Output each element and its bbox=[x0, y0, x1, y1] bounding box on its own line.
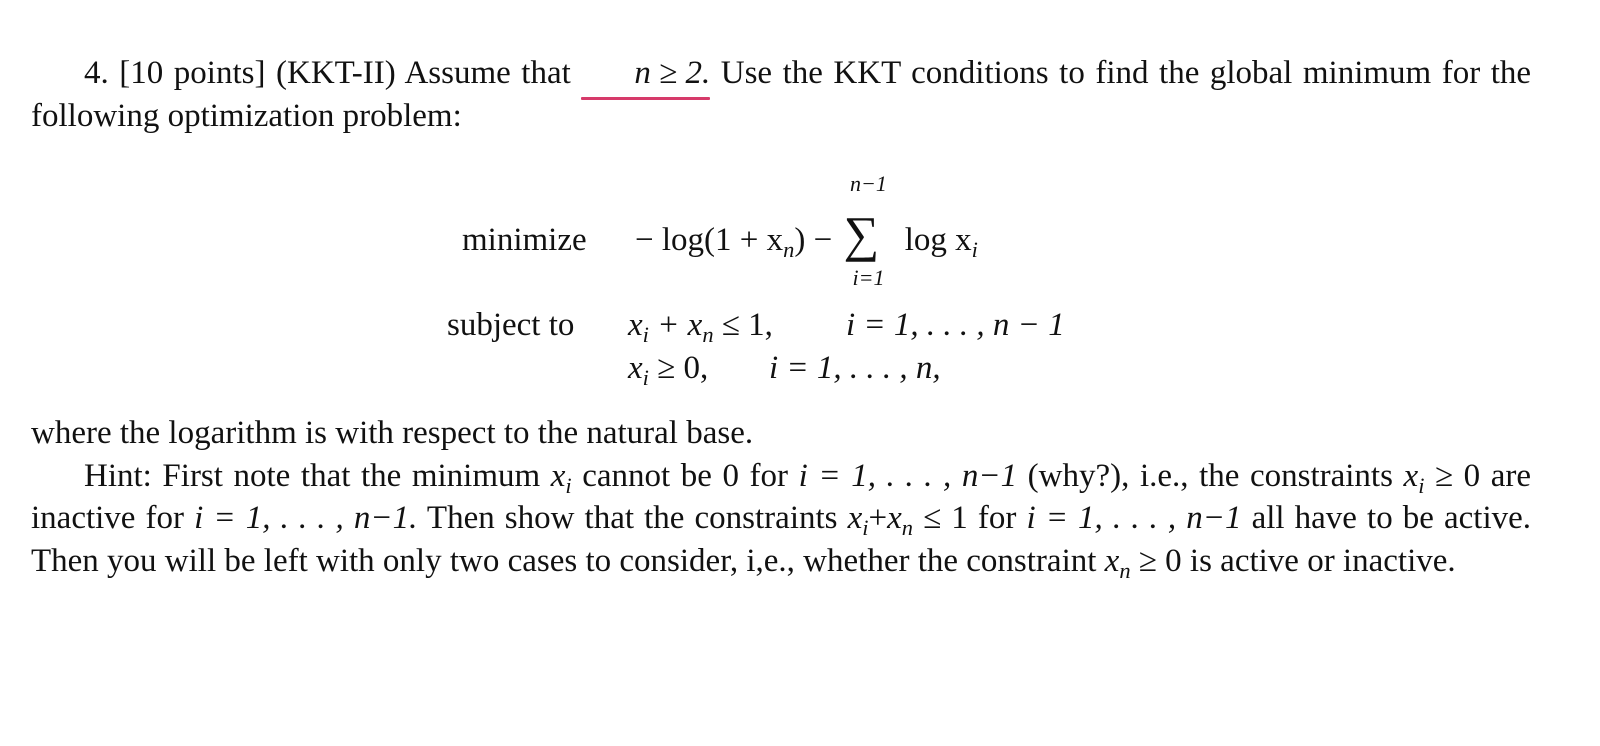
summation bbox=[840, 171, 896, 290]
hint-label: Hint: bbox=[84, 457, 152, 494]
assumption-underlined: n ≥ 2. bbox=[581, 52, 710, 95]
problem-document bbox=[31, 52, 1532, 583]
constraint-upper: $x_i + x_n \le 1$, bbox=[628, 307, 773, 348]
constraint-nonneg: $x_i \ge 0$, bbox=[628, 350, 709, 391]
problem-number: 4. bbox=[84, 55, 109, 91]
intro-after: Use the KKT conditions to find the global minimum for the following optimization problem: bbox=[31, 55, 1532, 134]
logarithm-note: where the logarithm is with respect to the natural base. bbox=[31, 415, 754, 451]
intro-before: Assume that bbox=[404, 55, 571, 91]
optimization-problem bbox=[31, 170, 1531, 420]
problem-points: [10 points] bbox=[119, 55, 266, 91]
subject-to-label: subject to bbox=[447, 307, 575, 343]
problem-tag: (KKT-II) bbox=[276, 55, 396, 91]
hint-paragraph: Hint: First note that the minimum $x_i$ cannot be 0 for i = 1, . . . , n−1 (why?), i.e., the constraints $x_i \ge 0$ are inactive for i = 1, . . . , n−1. Then show that the constraints $x_i+x_n \le 1$ for i = 1, . . . , n−1 all have to be active. Then you will be left with only two cases to consider, i,e., whether the constraint $x_n \ge 0$ is active or inactive. bbox=[31, 457, 1532, 583]
sigma-symbol: ∑ bbox=[843, 206, 880, 262]
constraint-nonneg-range: i = 1, . . . , n, bbox=[769, 350, 941, 386]
objective-function: − $\log(1 + x_n)$ − n−1 ∑ i=1 $\log x_i$ bbox=[635, 171, 978, 290]
problem-statement bbox=[31, 52, 1531, 137]
minimize-label: minimize bbox=[462, 222, 587, 258]
constraint-upper-range: i = 1, . . . , n − 1 bbox=[846, 307, 1065, 343]
post-problem-text bbox=[31, 412, 1531, 582]
sum-upper-limit: n−1 bbox=[850, 171, 887, 196]
sum-lower-limit: i=1 bbox=[852, 265, 885, 290]
